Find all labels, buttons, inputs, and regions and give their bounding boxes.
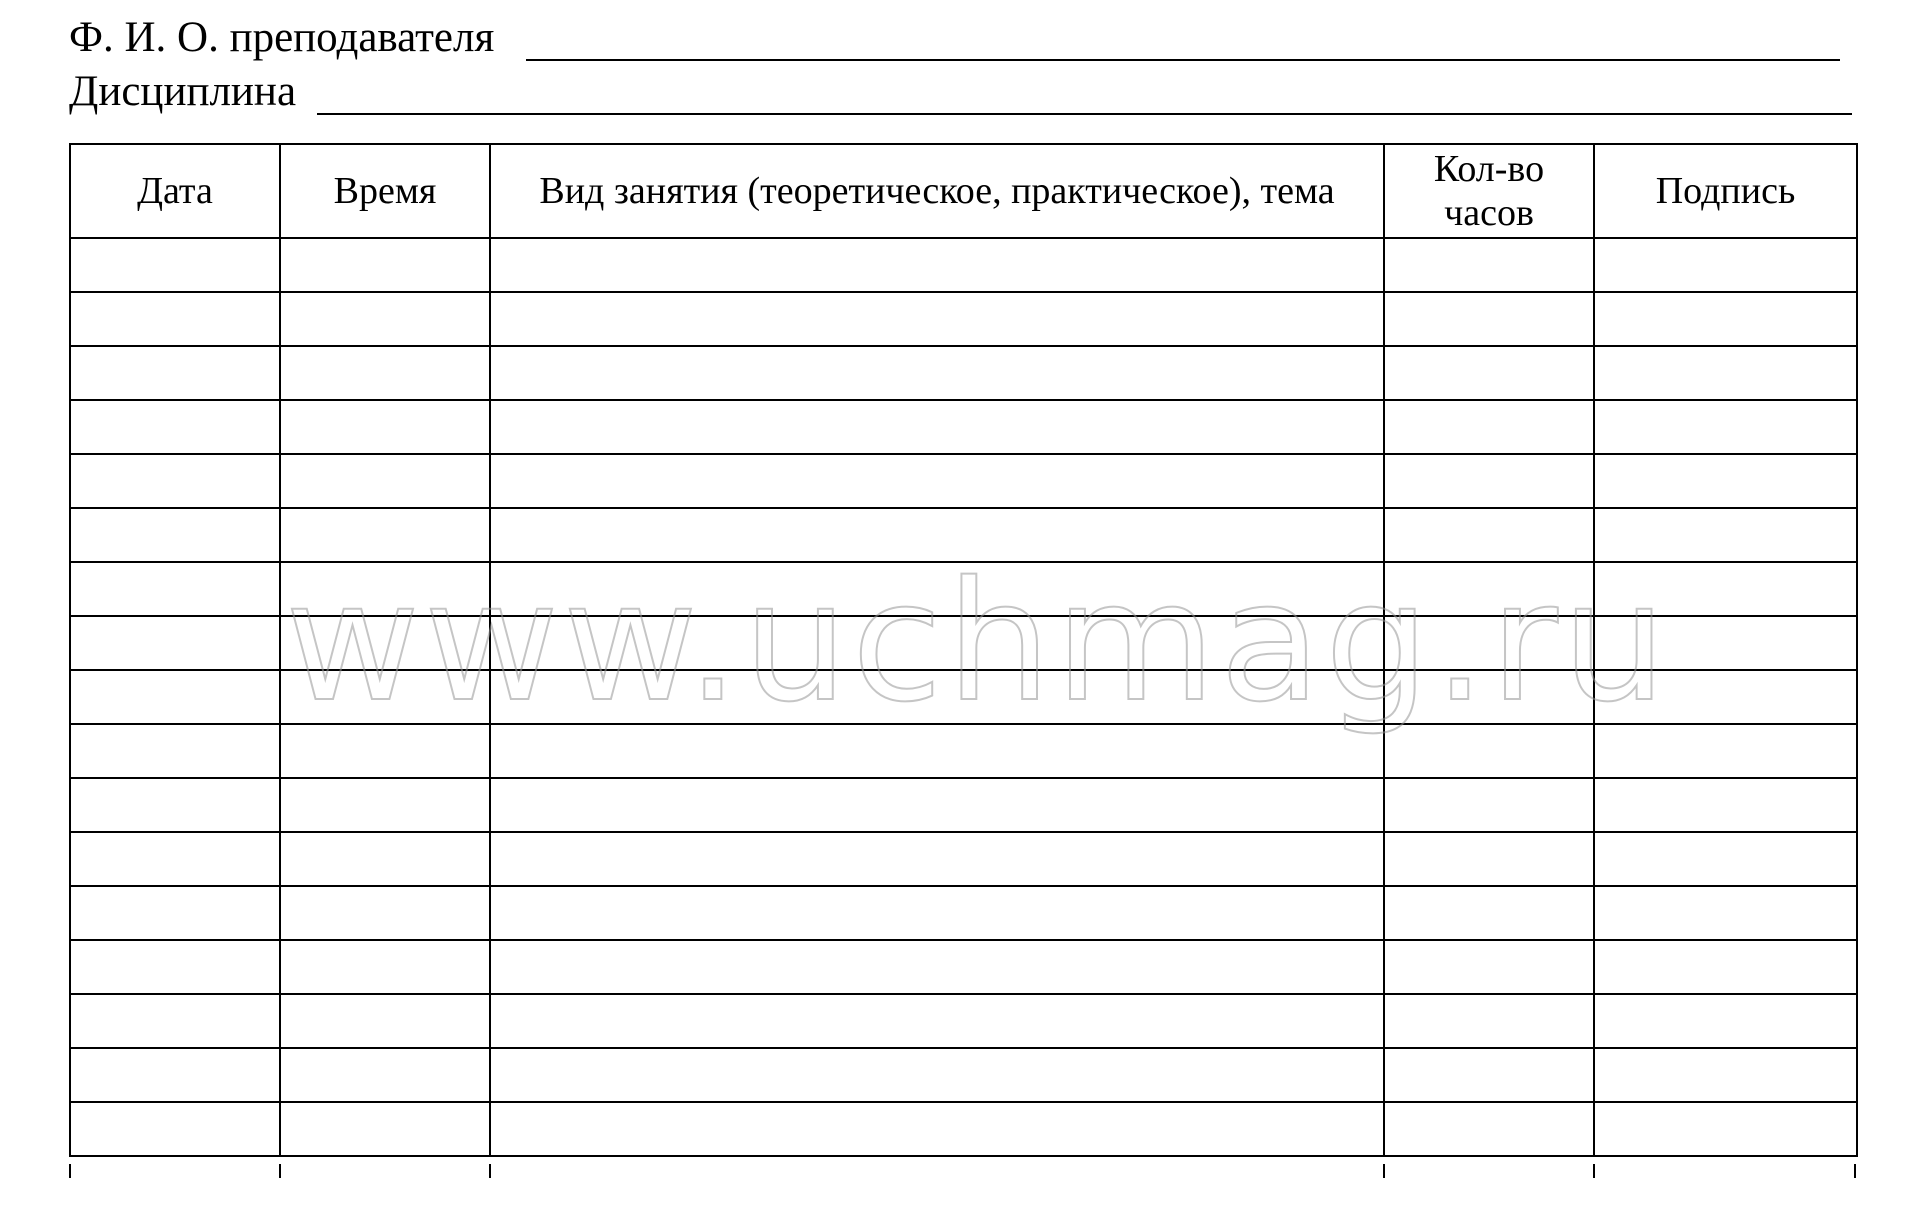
signature-cell[interactable] bbox=[1594, 562, 1857, 616]
hours-cell[interactable] bbox=[1384, 508, 1594, 562]
table-row bbox=[70, 508, 1857, 562]
hours-cell[interactable] bbox=[1384, 940, 1594, 994]
date-cell[interactable] bbox=[70, 454, 280, 508]
date-cell[interactable] bbox=[70, 1102, 280, 1156]
hours-cell[interactable] bbox=[1384, 778, 1594, 832]
hours-cell[interactable] bbox=[1384, 1048, 1594, 1102]
date-cell[interactable] bbox=[70, 724, 280, 778]
time-cell[interactable] bbox=[280, 454, 490, 508]
topic-cell[interactable] bbox=[490, 292, 1384, 346]
topic-cell[interactable] bbox=[490, 346, 1384, 400]
date-cell[interactable] bbox=[70, 886, 280, 940]
table-row bbox=[70, 454, 1857, 508]
header-topic: Вид занятия (теоретическое, практическое), тема bbox=[490, 144, 1384, 238]
time-cell[interactable] bbox=[280, 778, 490, 832]
header-hours-line1: Кол-во bbox=[1433, 148, 1545, 190]
time-cell[interactable] bbox=[280, 1102, 490, 1156]
date-cell[interactable] bbox=[70, 994, 280, 1048]
hours-cell[interactable] bbox=[1384, 616, 1594, 670]
signature-cell[interactable] bbox=[1594, 1048, 1857, 1102]
signature-cell[interactable] bbox=[1594, 1102, 1857, 1156]
topic-cell[interactable] bbox=[490, 238, 1384, 292]
signature-cell[interactable] bbox=[1594, 832, 1857, 886]
topic-cell[interactable] bbox=[490, 670, 1384, 724]
date-cell[interactable] bbox=[70, 940, 280, 994]
topic-cell[interactable] bbox=[490, 994, 1384, 1048]
time-cell[interactable] bbox=[280, 1048, 490, 1102]
teacher-name-blank[interactable] bbox=[526, 59, 1840, 61]
table-row bbox=[70, 238, 1857, 292]
signature-cell[interactable] bbox=[1594, 238, 1857, 292]
signature-cell[interactable] bbox=[1594, 292, 1857, 346]
topic-cell[interactable] bbox=[490, 616, 1384, 670]
hours-cell[interactable] bbox=[1384, 994, 1594, 1048]
hours-cell[interactable] bbox=[1384, 238, 1594, 292]
topic-cell[interactable] bbox=[490, 724, 1384, 778]
topic-cell[interactable] bbox=[490, 400, 1384, 454]
time-cell[interactable] bbox=[280, 940, 490, 994]
signature-cell[interactable] bbox=[1594, 724, 1857, 778]
teacher-name-label: Ф. И. О. преподавателя bbox=[69, 14, 495, 61]
header-hours bbox=[1384, 144, 1594, 238]
discipline-line bbox=[69, 66, 296, 118]
table-row bbox=[70, 778, 1857, 832]
date-cell[interactable] bbox=[70, 670, 280, 724]
signature-cell[interactable] bbox=[1594, 670, 1857, 724]
table-row bbox=[70, 1048, 1857, 1102]
date-cell[interactable] bbox=[70, 562, 280, 616]
table-row bbox=[70, 832, 1857, 886]
table-row bbox=[70, 400, 1857, 454]
header-signature: Подпись bbox=[1594, 144, 1857, 238]
time-cell[interactable] bbox=[280, 724, 490, 778]
signature-cell[interactable] bbox=[1594, 778, 1857, 832]
tail-divider bbox=[489, 1164, 491, 1178]
date-cell[interactable] bbox=[70, 346, 280, 400]
signature-cell[interactable] bbox=[1594, 454, 1857, 508]
time-cell[interactable] bbox=[280, 562, 490, 616]
discipline-blank[interactable] bbox=[317, 113, 1852, 115]
time-cell[interactable] bbox=[280, 670, 490, 724]
hours-cell[interactable] bbox=[1384, 292, 1594, 346]
time-cell[interactable] bbox=[280, 346, 490, 400]
tail-divider bbox=[69, 1164, 71, 1178]
header-time: Время bbox=[280, 144, 490, 238]
signature-cell[interactable] bbox=[1594, 400, 1857, 454]
signature-cell[interactable] bbox=[1594, 940, 1857, 994]
tail-divider bbox=[1593, 1164, 1595, 1178]
signature-cell[interactable] bbox=[1594, 886, 1857, 940]
signature-cell[interactable] bbox=[1594, 616, 1857, 670]
time-cell[interactable] bbox=[280, 400, 490, 454]
hours-cell[interactable] bbox=[1384, 400, 1594, 454]
time-cell[interactable] bbox=[280, 994, 490, 1048]
tail-divider bbox=[279, 1164, 281, 1178]
topic-cell[interactable] bbox=[490, 940, 1384, 994]
tail-divider bbox=[1383, 1164, 1385, 1178]
table-row bbox=[70, 292, 1857, 346]
hours-cell[interactable] bbox=[1384, 832, 1594, 886]
hours-cell[interactable] bbox=[1384, 886, 1594, 940]
time-cell[interactable] bbox=[280, 292, 490, 346]
time-cell[interactable] bbox=[280, 886, 490, 940]
time-cell[interactable] bbox=[280, 832, 490, 886]
date-cell[interactable] bbox=[70, 508, 280, 562]
date-cell[interactable] bbox=[70, 292, 280, 346]
hours-cell[interactable] bbox=[1384, 724, 1594, 778]
time-cell[interactable] bbox=[280, 508, 490, 562]
table-row bbox=[70, 616, 1857, 670]
time-cell[interactable] bbox=[280, 616, 490, 670]
topic-cell[interactable] bbox=[490, 1102, 1384, 1156]
header-date: Дата bbox=[70, 144, 280, 238]
date-cell[interactable] bbox=[70, 400, 280, 454]
table-row bbox=[70, 562, 1857, 616]
hours-cell[interactable] bbox=[1384, 346, 1594, 400]
table-row bbox=[70, 346, 1857, 400]
date-cell[interactable] bbox=[70, 1048, 280, 1102]
table-row bbox=[70, 994, 1857, 1048]
topic-cell[interactable] bbox=[490, 562, 1384, 616]
hours-cell[interactable] bbox=[1384, 670, 1594, 724]
table-header-row bbox=[70, 144, 1857, 238]
watermark: www.uchmag.ru bbox=[285, 546, 1671, 738]
table-row bbox=[70, 940, 1857, 994]
journal-table bbox=[69, 143, 1858, 1157]
topic-cell[interactable] bbox=[490, 1048, 1384, 1102]
signature-cell[interactable] bbox=[1594, 994, 1857, 1048]
table-row bbox=[70, 1102, 1857, 1156]
topic-cell[interactable] bbox=[490, 508, 1384, 562]
header-hours-line2: часов bbox=[1444, 192, 1534, 234]
hours-cell[interactable] bbox=[1384, 1102, 1594, 1156]
topic-cell[interactable] bbox=[490, 886, 1384, 940]
topic-cell[interactable] bbox=[490, 454, 1384, 508]
teacher-name-line bbox=[69, 12, 494, 64]
signature-cell[interactable] bbox=[1594, 508, 1857, 562]
table-body bbox=[70, 238, 1857, 1156]
date-cell[interactable] bbox=[70, 778, 280, 832]
topic-cell[interactable] bbox=[490, 832, 1384, 886]
date-cell[interactable] bbox=[70, 238, 280, 292]
table-row bbox=[70, 886, 1857, 940]
time-cell[interactable] bbox=[280, 238, 490, 292]
discipline-label: Дисциплина bbox=[69, 68, 297, 115]
date-cell[interactable] bbox=[70, 616, 280, 670]
signature-cell[interactable] bbox=[1594, 346, 1857, 400]
date-cell[interactable] bbox=[70, 832, 280, 886]
hours-cell[interactable] bbox=[1384, 562, 1594, 616]
table-row bbox=[70, 724, 1857, 778]
tail-divider bbox=[1854, 1164, 1856, 1178]
topic-cell[interactable] bbox=[490, 778, 1384, 832]
hours-cell[interactable] bbox=[1384, 454, 1594, 508]
table-row bbox=[70, 670, 1857, 724]
table-continuation bbox=[69, 1164, 1856, 1178]
